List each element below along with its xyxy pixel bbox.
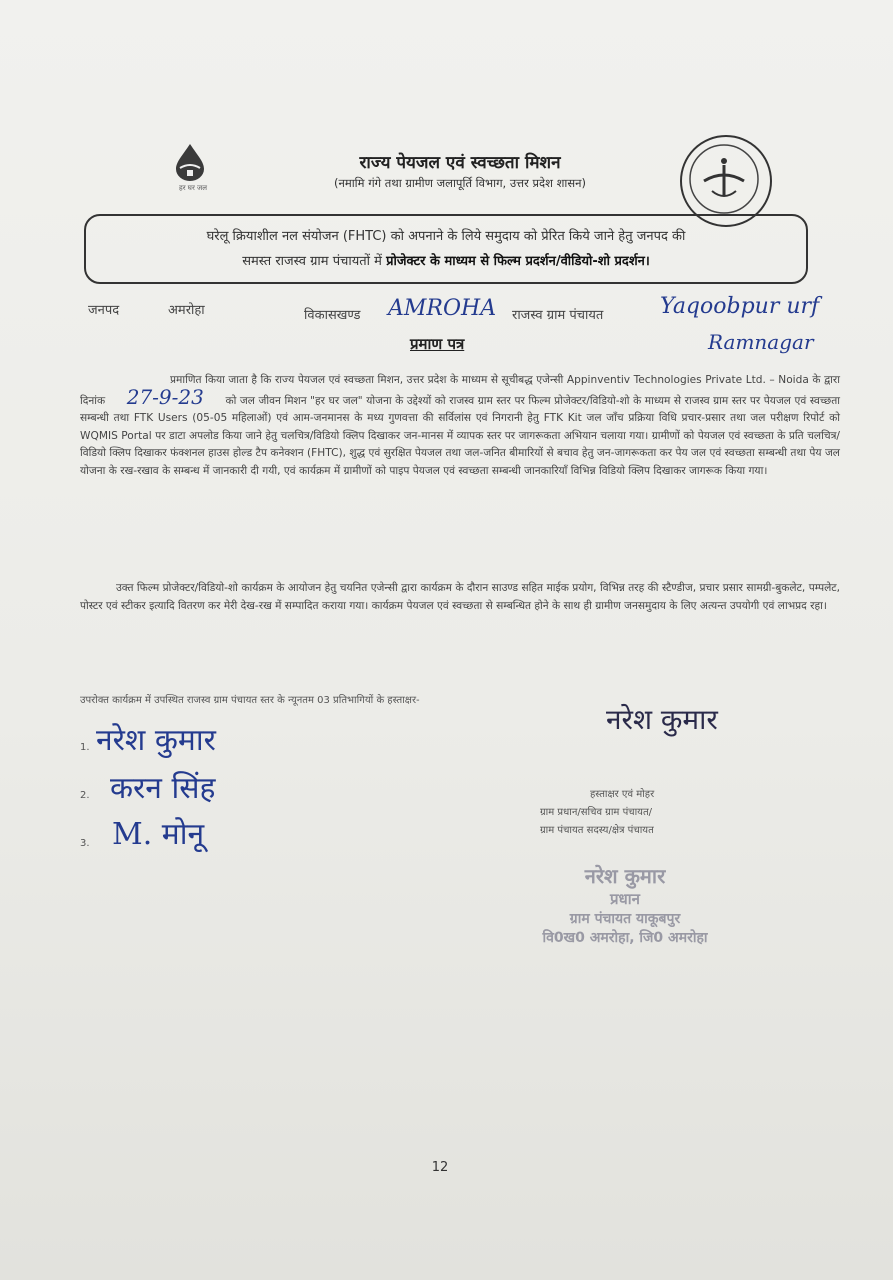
participant-number-2: 2. [80, 790, 90, 801]
har-ghar-jal-logo [158, 140, 228, 210]
participant-name-1: नरेश कुमार [96, 723, 216, 758]
emblem-icon [682, 137, 766, 221]
water-drop-icon [172, 142, 208, 182]
banner-line-2 [100, 249, 792, 274]
pradhan-stamp [510, 862, 740, 947]
signature-caption-2: ग्राम प्रधान/सचिव ग्राम पंचायत/ [540, 807, 653, 818]
certificate-heading: प्रमाण पत्र [410, 335, 465, 353]
stamp-line-2: प्रधान [610, 890, 640, 908]
paragraph-1-part-a: प्रमाणित किया जाता है कि राज्य पेयजल एवं स्वच्छता मिशन, उत्तर प्रदेश के माध्यम से सूचीबद्ध एजेन्सी Appinventiv Technologies Private Ltd. – Noida के द्वारा दिनांक [80, 374, 840, 407]
stamp-line-4: वि0ख0 अमरोहा, जि0 अमरोहा [542, 930, 708, 946]
participant-number-1: 1. [80, 742, 90, 753]
signature-caption-3: ग्राम पंचायत सदस्य/क्षेत्र पंचायत [540, 825, 654, 836]
district-label: जनपद [88, 303, 120, 318]
banner-line-2-plain: समस्त राजस्व ग्राम पंचायतों में [242, 254, 387, 269]
block-label: विकासखण्ड [304, 308, 361, 323]
participant-name-3: M. मोनू [112, 817, 205, 852]
logo-tagline: हर घर जल [179, 184, 207, 192]
district-value: अमरोहा [168, 303, 205, 318]
program-banner [84, 214, 808, 284]
participants-intro: उपरोक्त कार्यक्रम में उपस्थित राजस्व ग्राम पंचायत स्तर के न्यूनतम 03 प्रतिभागियों के हस्ताक्षर- [80, 695, 420, 706]
document-title: राज्य पेयजल एवं स्वच्छता मिशन [359, 153, 561, 173]
participant-number-3: 3. [80, 838, 90, 849]
panchayat-value-line-2: Ramnagar [708, 330, 814, 354]
block-value: AMROHA [388, 296, 497, 321]
signature-caption-1: हस्ताक्षर एवं मोहर [590, 789, 655, 800]
panchayat-label: राजस्व ग्राम पंचायत [512, 308, 604, 323]
certificate-paragraph-2: उक्त फिल्म प्रोजेक्टर/विडियो-शो कार्यक्रम के आयोजन हेतु चयनित एजेन्सी द्वारा कार्यक्रम के दौरान साउण्ड सहित माईक प्रयोग, विभिन्न तरह की स्टैण्डीज, प्रचार प्रसार सामग्री-बुकलेट, पम्पलेट, पोस्टर एवं स्टीकर इत्यादि वितरण कर मेरी देख-रख में सम्पादित कराया गया। कार्यक्रम पेयजल एवं स्वच्छता से सम्बन्धित होने के साथ ही ग्रामीण जनसमुदाय के लिए अत्यन्त उपयोगी एवं लाभप्रद रहा। [80, 582, 840, 612]
page-number: 12 [431, 1160, 449, 1175]
certificate-paragraph-1 [80, 372, 840, 481]
stamp-line-3: ग्राम पंचायत याकूबपुर [569, 911, 681, 927]
pradhan-signature: नरेश कुमार [606, 703, 718, 736]
document-subtitle: (नमामि गंगे तथा ग्रामीण जलापूर्ति विभाग, उत्तर प्रदेश शासन) [333, 176, 587, 190]
event-date: 27-9-23 [126, 384, 204, 409]
banner-line-2-bold: प्रोजेक्टर के माध्यम से फिल्म प्रदर्शन/वीडियो-शो प्रदर्शन। [386, 254, 650, 269]
paragraph-1-part-b: को जल जीवन मिशन "हर घर जल" योजना के उद्देश्यों को राजस्व ग्राम स्तर पर फिल्म प्रोजेक्टर/विडियो-शो के माध्यम से राजस्व ग्राम स्तर पर पेयजल एवं स्वच्छता सम्बन्धी तथा FTK Users (05-05 महिलाओं) एवं आम-जनमानस के मध्य गुणवत्ता की सर्विलांस एवं निगरानी हेतु FTK Kit जल जाँच प्रक्रिया विधि प्रचार-प्रसार तथा जल परीक्षण रिपोर्ट को WQMIS Portal पर डाटा अपलोड किया जाने हेतु चलचित्र/विडियो क्लिप दिखाकर जन-मानस में व्यापक स्तर पर जागरूकता अभियान चलाया गया। ग्रामीणों को पेयजल एवं स्वच्छता के प्रति चलचित्र/विडियो क्लिप दिखाकर फंक्शनल हाउस होल्ड टैप कनेक्शन (FHTC), शुद्ध एवं सुरक्षित पेयजल तथा जल-जनित बीमारियों से बचाव हेतु जन-जागरूकता कर पेय जल एवं स्वच्छता सम्बन्धी तथा पेय जल योजना के रख-रखाव के सम्बन्ध में जानकारी दी गयी, एवं कार्यक्रम में ग्रामीणों को पाइप पेयजल एवं स्वच्छता सम्बन्धी जानकारियाँ विभिन्न विडियो क्लिप दिखाकर जागरूक किया गया। [80, 394, 840, 477]
panchayat-value-line-1: Yaqoobpur urf [660, 294, 820, 319]
participant-name-2: करन सिंह [110, 771, 216, 806]
stamp-line-1: नरेश कुमार [584, 864, 666, 888]
banner-line-1: घरेलू क्रियाशील नल संयोजन (FHTC) को अपनाने के लिये समुदाय को प्रेरित किये जाने हेतु जनपद की [206, 229, 686, 244]
